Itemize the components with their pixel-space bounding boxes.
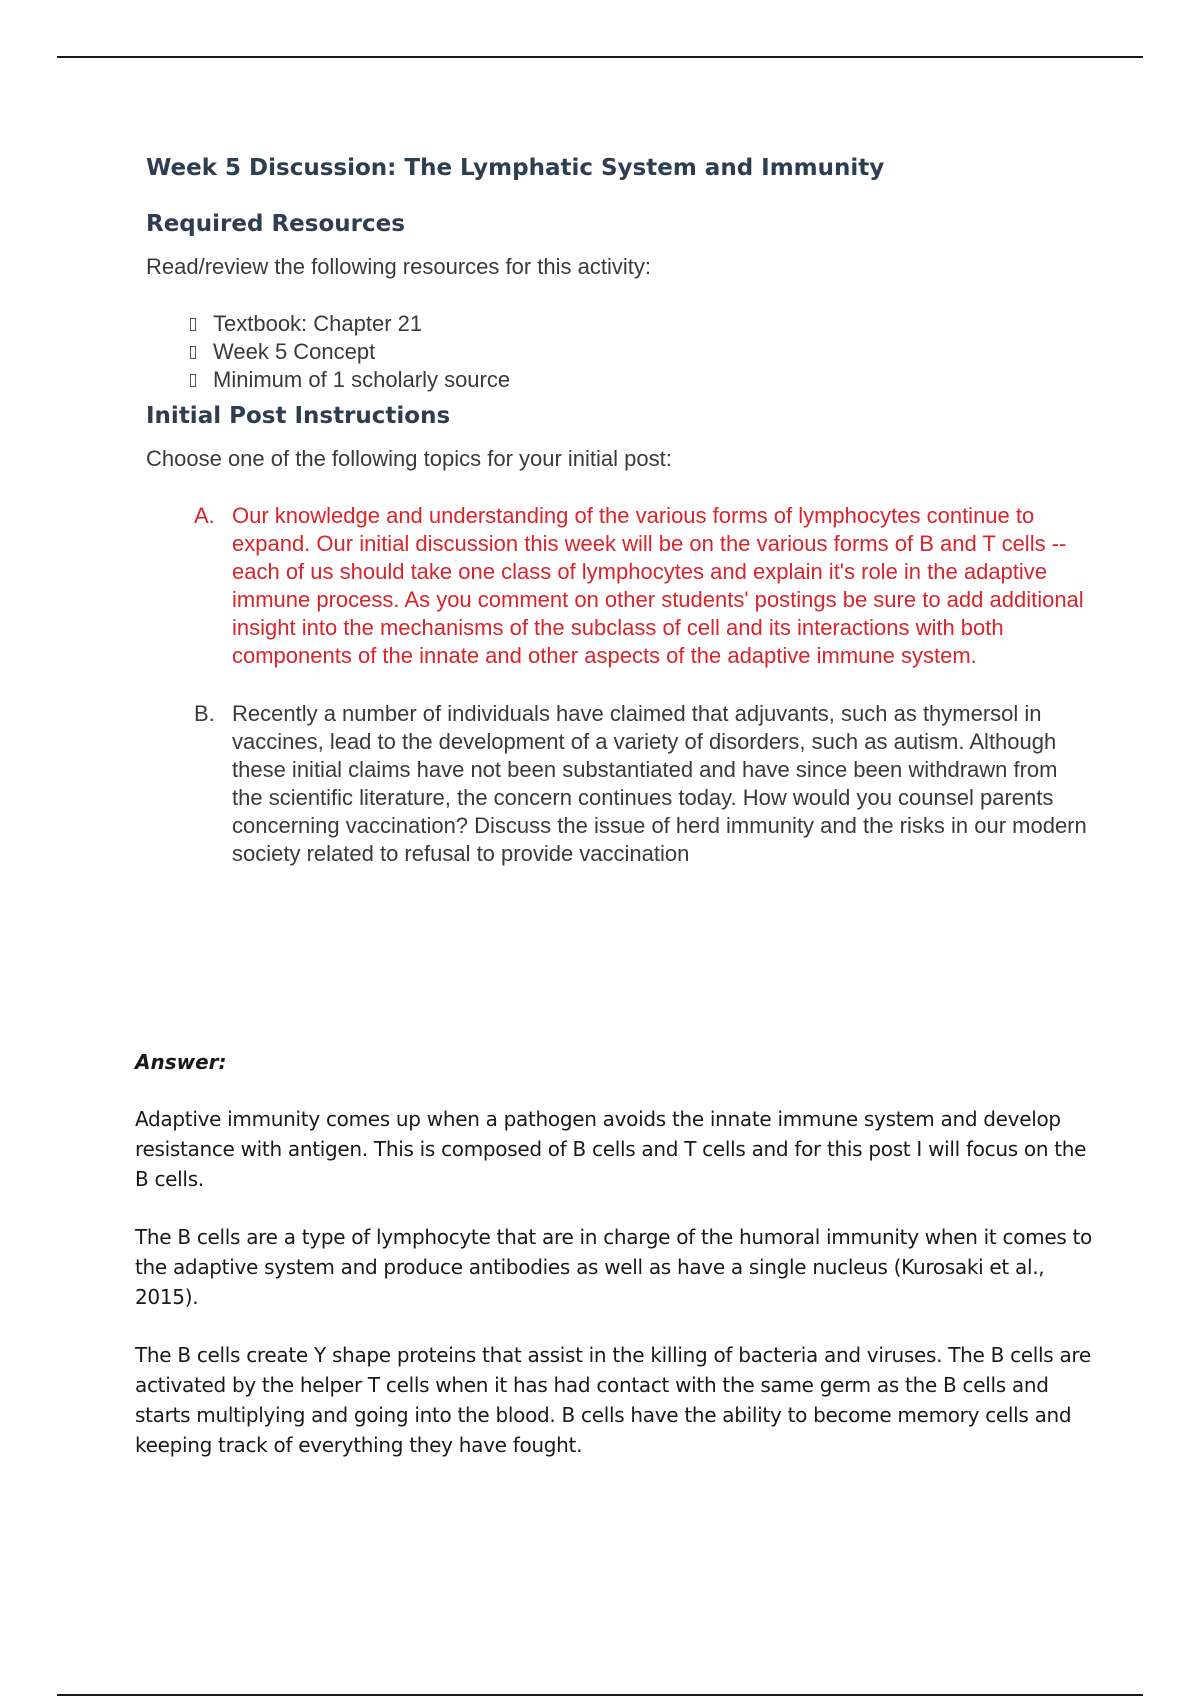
topic-b [194,700,1096,868]
bottom-divider [57,1694,1143,1696]
topics-list [146,502,1096,868]
bullet-icon [190,318,196,331]
list-item [190,310,1096,338]
list-item [190,338,1096,366]
answer-paragraph: The B cells are a type of lymphocyte that are in charge of the humoral immunity when it comes to the adaptive system and produce antibodies as well as have a single nucleus (Kurosaki et al., 2015). [135,1225,1092,1309]
page-title: Week 5 Discussion: The Lymphatic System and Immunity [146,155,885,181]
bullet-icon [190,346,196,359]
topic-text: Recently a number of individuals have claimed that adjuvants, such as thymersol in vaccines, lead to the development of a variety of disorders, such as autism. Although these initial claims have not been substantiated and have since been withdrawn from the scientific literature, the concern continues today. How would you counsel parents concerning vaccination? Discuss the issue of herd immunity and the risks in our modern society related to refusal to provide vaccination [232,701,1087,866]
initial-post-intro: Choose one of the following topics for your initial post: [146,446,672,471]
answer-paragraph: Adaptive immunity comes up when a pathogen avoids the innate immune system and develop resistance with antigen. This is composed of B cells and T cells and for this post I will focus on the B cells. [135,1107,1087,1191]
initial-post-heading: Initial Post Instructions [146,403,451,429]
topic-text: Our knowledge and understanding of the various forms of lymphocytes continue to expand. Our initial discussion this week will be on the various forms of B and T cells -- each of us should take one class of lymphocytes and explain it's role in the adaptive immune process. As you comment on other students' postings be sure to add additional insight into the mechanisms of the subclass of cell and its interactions with both components of the innate and other aspects of the adaptive immune system. [232,503,1084,668]
list-item [190,366,1096,394]
resources-intro: Read/review the following resources for this activity: [146,254,651,279]
answer-label: Answer: [135,1050,227,1074]
topic-marker: B. [194,701,215,726]
top-divider [57,56,1143,58]
resource-label: Minimum of 1 scholarly source [213,367,511,392]
answer-paragraph: The B cells create Y shape proteins that assist in the killing of bacteria and viruses. The B cells are activated by the helper T cells when it has had contact with the same germ as the B cells and starts multiplying and going into the blood. B cells have the ability to become memory cells and keeping track of everything they have fought. [135,1343,1091,1457]
answer-section [135,1048,1095,1460]
resources-list [146,310,1096,394]
required-resources-heading: Required Resources [146,211,405,237]
resource-label: Textbook: Chapter 21 [213,311,423,336]
resource-label: Week 5 Concept [213,339,376,364]
bullet-icon [190,374,196,387]
topic-marker: A. [194,503,215,528]
document-body [146,150,1096,868]
topic-a [194,502,1096,670]
